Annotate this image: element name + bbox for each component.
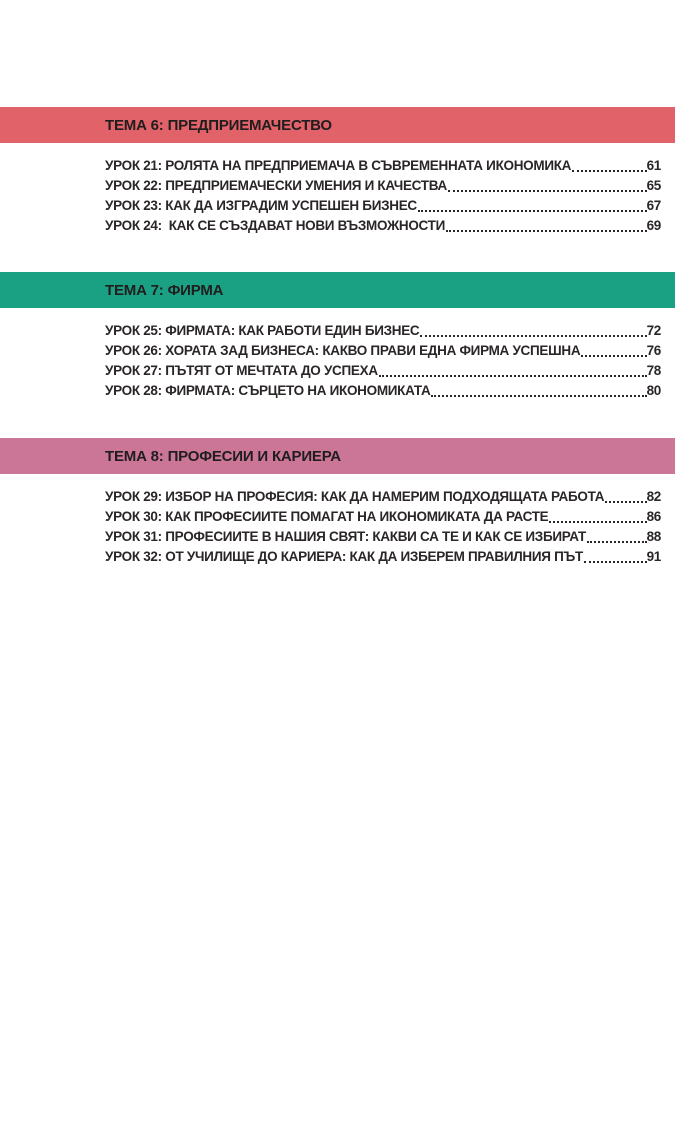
toc-entry <box>105 341 661 361</box>
toc-entry-page: 69 <box>646 218 661 233</box>
toc-entry-title: УРОК 31: ПРОФЕСИИТЕ В НАШИЯ СВЯТ: КАКВИ СА ТЕ И КАК СЕ ИЗБИРАТ <box>105 529 586 544</box>
toc-entry <box>105 487 661 507</box>
dot-leader <box>572 156 646 172</box>
toc-entry <box>105 321 661 341</box>
section-band-tema-6 <box>0 107 675 143</box>
section-title: ТЕМА 7: ФИРМА <box>105 281 224 299</box>
toc-entry <box>105 216 661 236</box>
toc-entry-title: УРОК 22: ПРЕДПРИЕМАЧЕСКИ УМЕНИЯ И КАЧЕСТВА <box>105 178 447 193</box>
lesson-list <box>105 321 661 401</box>
dot-leader <box>379 361 647 377</box>
toc-entry-title: УРОК 26: ХОРАТА ЗАД БИЗНЕСА: КАКВО ПРАВИ ЕДНА ФИРМА УСПЕШНА <box>105 343 581 358</box>
toc-entry-title: УРОК 29: ИЗБОР НА ПРОФЕСИЯ: КАК ДА НАМЕРИМ ПОДХОДЯЩАТА РАБОТА <box>105 489 605 504</box>
dot-leader <box>605 487 646 503</box>
lesson-list <box>105 156 661 236</box>
toc-entry-title: УРОК 27: ПЪТЯТ ОТ МЕЧТАТА ДО УСПЕХА <box>105 363 378 378</box>
dot-leader <box>420 321 646 337</box>
toc-entry-page: 78 <box>646 363 661 378</box>
toc-entry-page: 67 <box>646 198 661 213</box>
dot-leader <box>581 341 646 357</box>
toc-entry-title: УРОК 25: ФИРМАТА: КАК РАБОТИ ЕДИН БИЗНЕС <box>105 323 420 338</box>
toc-entry-title: УРОК 24: КАК СЕ СЪЗДАВАТ НОВИ ВЪЗМОЖНОСТИ <box>105 218 446 233</box>
toc-entry-title: УРОК 28: ФИРМАТА: СЪРЦЕТО НА ИКОНОМИКАТА <box>105 383 431 398</box>
toc-section-tema-6 <box>0 107 675 236</box>
toc-entry-title: УРОК 30: КАК ПРОФЕСИИТЕ ПОМАГАТ НА ИКОНОМИКАТА ДА РАСТЕ <box>105 509 549 524</box>
section-title: ТЕМА 6: ПРЕДПРИЕМАЧЕСТВО <box>105 116 332 134</box>
dot-leader <box>446 216 647 232</box>
dot-leader <box>418 196 647 212</box>
toc-section-tema-8 <box>0 438 675 567</box>
toc-entry <box>105 527 661 547</box>
toc-entry-page: 82 <box>646 489 661 504</box>
dot-leader <box>549 507 646 523</box>
toc-entry-title: УРОК 32: ОТ УЧИЛИЩЕ ДО КАРИЕРА: КАК ДА ИЗБЕРЕМ ПРАВИЛНИЯ ПЪТ <box>105 549 583 564</box>
toc-entry-page: 72 <box>646 323 661 338</box>
toc-entry-title: УРОК 21: РОЛЯТА НА ПРЕДПРИЕМАЧА В СЪВРЕМЕННАТА ИКОНОМИКА <box>105 158 572 173</box>
section-band-tema-8 <box>0 438 675 474</box>
toc-entry-page: 86 <box>646 509 661 524</box>
toc-entry <box>105 507 661 527</box>
toc-page <box>0 107 675 1130</box>
toc-entry-page: 76 <box>646 343 661 358</box>
toc-entry-title: УРОК 23: КАК ДА ИЗГРАДИМ УСПЕШЕН БИЗНЕС <box>105 198 417 213</box>
toc-section-tema-7 <box>0 272 675 401</box>
toc-entry <box>105 176 661 196</box>
lesson-list <box>105 487 661 567</box>
toc-entry <box>105 196 661 216</box>
toc-entry-page: 91 <box>646 549 661 564</box>
toc-entry-page: 65 <box>646 178 661 193</box>
section-title: ТЕМА 8: ПРОФЕСИИ И КАРИЕРА <box>105 447 341 465</box>
dot-leader <box>584 547 647 563</box>
toc-entry-page: 80 <box>646 383 661 398</box>
toc-entry <box>105 381 661 401</box>
toc-entry-page: 88 <box>646 529 661 544</box>
dot-leader <box>431 381 646 397</box>
dot-leader <box>587 527 647 543</box>
toc-entry <box>105 547 661 567</box>
dot-leader <box>448 176 647 192</box>
toc-entry <box>105 361 661 381</box>
section-band-tema-7 <box>0 272 675 308</box>
toc-entry-page: 61 <box>646 158 661 173</box>
toc-entry <box>105 156 661 176</box>
